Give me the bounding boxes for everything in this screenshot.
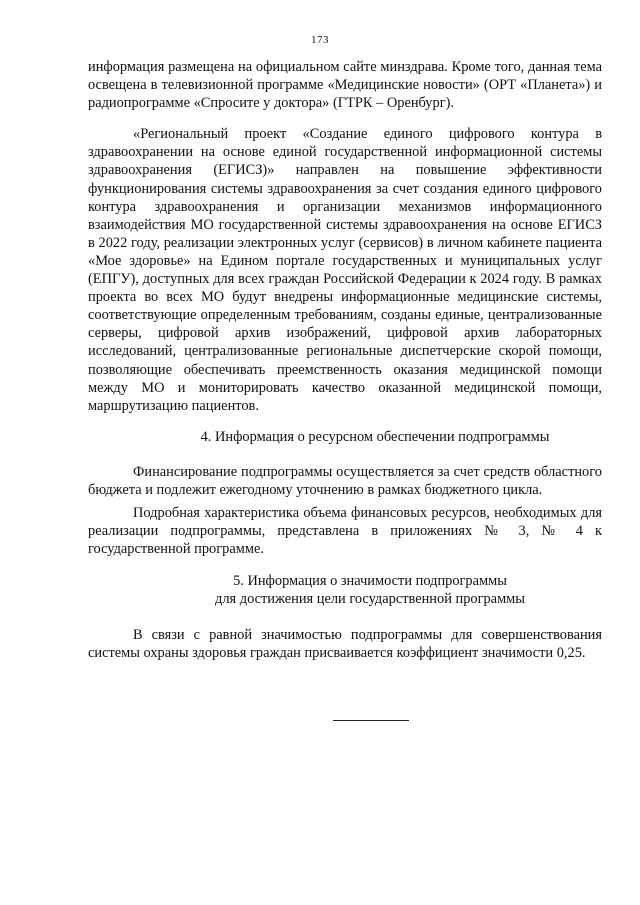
paragraph-significance: В связи с равной значимостью подпрограммы для совершенствования системы охраны здоровья граждан присваивается коэффициент значимости 0,25. [88,626,602,661]
paragraph-regional-project: «Региональный проект «Создание единого цифрового контура в здравоохранении на основе единой государственной информационной системы здравоохранения (ЕГИСЗ)» направлен на повышение эффективности функционирования системы здравоохранения за счет создания единого цифрового контура здравоохранения и организации механизмов информационного взаимодействия МО государственной системы здравоохранения на основе ЕГИСЗ в 2022 году, реализации электронных услуг (сервисов) в личном кабинете пациента «Мое здоровье» на Едином портале государственных и муниципальных услуг (ЕПГУ), доступных для всех граждан Российской Федерации к 2024 году. В рамках проекта во всех МО будут внедрены информационные медицинские системы, соответствующие определенным требованиям, созданы единые, централизованные серверы, цифровой архив изображений, цифровой архив лабораторных исследований, централизованные региональные диспетчерские скорой помощи, позволяющие обеспечивать преемственность оказания медицинской помощи между МО и мониторировать качество оказанной медицинской помощи, маршрутизацию пациентов. [88,126,602,414]
section-heading-significance: 5. Информация о значимости подпрограммы [233,573,507,590]
page-number: 173 [311,34,329,46]
section-heading-significance-line2: для достижения цели государственной программы [215,591,525,608]
paragraph-intro: информация размещена на официальном сайте минздрава. Кроме того, данная тема освещена в телевизионной программе «Медицинские новости» (ОРТ «Планета») и радиопрограмме «Спросите у доктора» (ГТРК – Оренбург). [88,59,602,112]
section-heading-resources: 4. Информация о ресурсном обеспечении подпрограммы [200,428,550,445]
paragraph-financing: Финансирование подпрограммы осуществляется за счет средств областного бюджета и подлежит ежегодному уточнению в рамках бюджетного цикла. [88,463,602,498]
paragraph-financial-details: Подробная характеристика объема финансовых ресурсов, необходимых для реализации подпрограммы, представлена в приложениях № 3, № 4 к государственной программе. [88,505,602,558]
page-body [88,58,602,662]
closing-divider [333,720,409,721]
